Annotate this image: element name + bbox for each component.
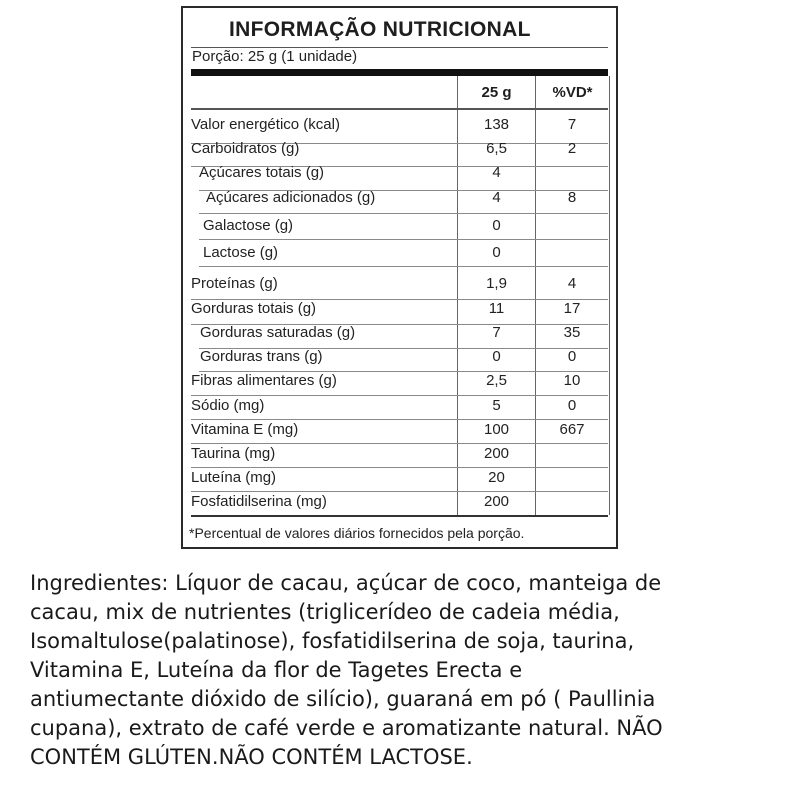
nutrient-dv: 35 — [563, 324, 581, 341]
row-divider — [191, 491, 608, 492]
nutrient-label: Fosfatidilserina (mg) — [191, 493, 327, 510]
nutrient-amount: 7 — [492, 324, 501, 341]
header-divider — [191, 108, 608, 110]
nutrient-amount: 20 — [488, 469, 505, 486]
nutrient-dv: 17 — [563, 300, 581, 317]
nutrient-amount: 0 — [492, 348, 501, 365]
nutrient-label: Galactose (g) — [203, 217, 294, 234]
ingredients-line: CONTÉM GLÚTEN.NÃO CONTÉM LACTOSE. — [30, 745, 473, 769]
row-divider — [199, 266, 608, 267]
nutrient-dv: 7 — [567, 116, 577, 133]
nutrient-dv: 2 — [567, 140, 577, 157]
nutrient-label: Sódio (mg) — [191, 397, 265, 414]
nutrient-label: Açúcares adicionados (g) — [206, 189, 376, 206]
nutrient-label: Fibras alimentares (g) — [191, 372, 337, 389]
footnote-divider — [191, 515, 608, 517]
row-divider — [199, 213, 608, 214]
nutrient-dv: 667 — [559, 421, 585, 438]
nutrient-label: Gorduras totais (g) — [191, 300, 317, 317]
nutrient-label: Luteína (mg) — [191, 469, 277, 486]
nutrient-amount: 138 — [483, 116, 510, 133]
nutrient-amount: 6,5 — [486, 140, 507, 157]
nutrient-label: Açúcares totais (g) — [199, 164, 325, 181]
ingredients-line: Vitamina E, Luteína da flor de Tagetes Erecta e — [30, 658, 523, 682]
label-title: INFORMAÇÃO NUTRICIONAL — [229, 18, 531, 41]
row-divider — [191, 443, 608, 444]
nutrient-label: Carboidratos (g) — [191, 140, 300, 157]
row-divider — [191, 395, 608, 396]
nutrient-dv: 0 — [567, 397, 577, 414]
ingredients-line: cupana), extrato de café verde e aromatizante natural. NÃO — [30, 716, 663, 740]
row-divider — [191, 467, 608, 468]
daily-value-footnote: *Percentual de valores diários fornecidos pela porção. — [189, 525, 525, 541]
nutrient-amount: 0 — [492, 217, 501, 234]
nutrient-amount: 4 — [492, 164, 501, 181]
nutrient-amount: 4 — [492, 189, 501, 206]
nutrient-amount: 100 — [483, 421, 510, 438]
nutrient-dv: 4 — [567, 275, 577, 292]
ingredients-line: Ingredientes: Líquor de cacau, açúcar de coco, manteiga de — [30, 571, 662, 595]
ingredients-line: Isomaltulose(palatinose), fosfatidilserina de soja, taurina, — [30, 629, 635, 653]
nutrient-dv: 10 — [563, 372, 581, 389]
row-divider — [199, 239, 608, 240]
ingredients-text — [30, 569, 770, 772]
nutrient-label: Gorduras saturadas (g) — [200, 324, 356, 341]
nutrient-label: Taurina (mg) — [191, 445, 276, 462]
row-divider — [191, 419, 608, 420]
column-divider-right — [609, 76, 610, 515]
ingredients-line: antiumectante dióxido de silício), guaraná em pó ( Paullinia — [30, 687, 656, 711]
nutrient-amount: 0 — [492, 244, 501, 261]
column-header-dv: %VD* — [552, 84, 593, 101]
nutrient-dv: 8 — [567, 189, 577, 206]
nutrient-amount: 200 — [483, 445, 510, 462]
ingredients-line: cacau, mix de nutrientes (triglicerídeo de cadeia média, — [30, 600, 620, 624]
nutrient-label: Gorduras trans (g) — [200, 348, 323, 365]
nutrient-label: Lactose (g) — [203, 244, 279, 261]
serving-divider — [191, 69, 608, 76]
nutrient-amount: 200 — [483, 493, 510, 510]
nutrient-label: Valor energético (kcal) — [191, 116, 340, 133]
nutrient-amount: 5 — [492, 397, 501, 414]
nutrient-amount: 1,9 — [486, 275, 507, 292]
serving-size: Porção: 25 g (1 unidade) — [192, 48, 358, 65]
nutrient-amount: 2,5 — [486, 372, 507, 389]
column-header-amount: 25 g — [481, 84, 512, 101]
nutrient-label: Vitamina E (mg) — [191, 421, 299, 438]
nutrient-label: Proteínas (g) — [191, 275, 278, 292]
nutrient-amount: 11 — [488, 300, 505, 317]
nutrition-facts-panel — [181, 6, 618, 549]
nutrient-dv: 0 — [567, 348, 577, 365]
